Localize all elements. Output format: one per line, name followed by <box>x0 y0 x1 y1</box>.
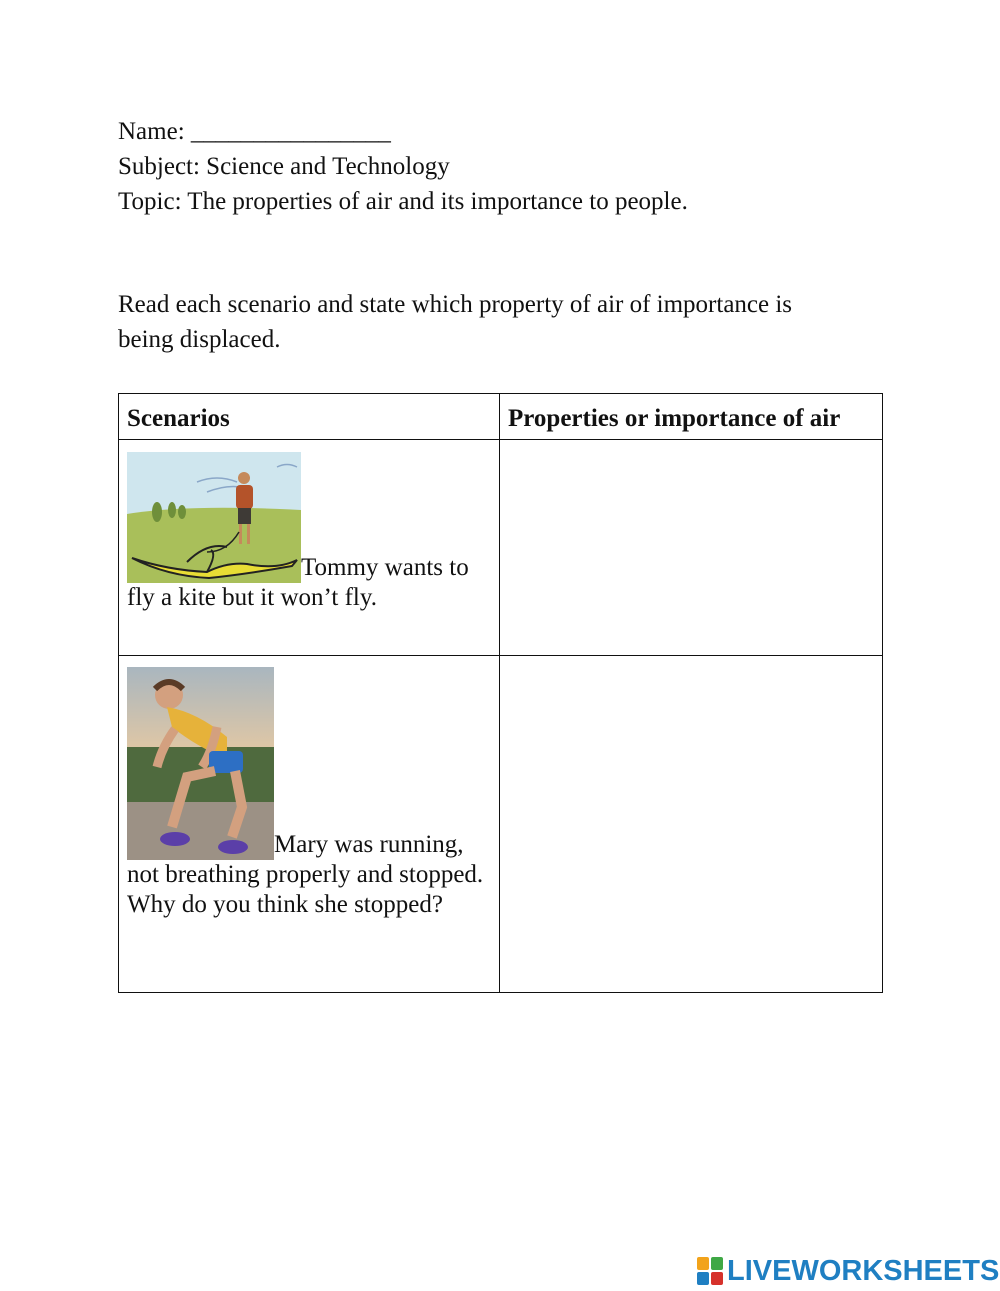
column-header-properties: Properties or importance of air <box>500 394 883 440</box>
scenario-text: Mary was running, not breathing properly and stopped. Why do you think she stopped? <box>127 831 484 918</box>
topic-line: Topic: The properties of air and its importance to people. <box>118 188 688 215</box>
instructions-text: Read each scenario and state which property of air of importance is being displaced. <box>118 291 793 353</box>
liveworksheets-logo <box>697 1254 999 1288</box>
scenario-cell <box>119 440 500 656</box>
scenario-table <box>118 393 883 993</box>
logo-text: LIVEWORKSHEETS <box>727 1254 1000 1287</box>
table-row <box>119 656 883 993</box>
answer-cell[interactable] <box>500 656 883 993</box>
answer-cell[interactable] <box>500 440 883 656</box>
tired-runner-photo <box>127 667 274 860</box>
table-row <box>119 440 883 656</box>
worksheet-header <box>118 114 688 219</box>
kite-illustration <box>127 452 301 583</box>
scenario-text: Tommy wants to fly a kite but it won’t fly. <box>127 554 469 611</box>
column-header-scenarios: Scenarios <box>119 394 500 440</box>
subject-line: Subject: Science and Technology <box>118 153 450 180</box>
name-line: Name: ________________ <box>118 118 391 145</box>
scenario-cell <box>119 656 500 993</box>
logo-badge-icon <box>697 1257 723 1285</box>
